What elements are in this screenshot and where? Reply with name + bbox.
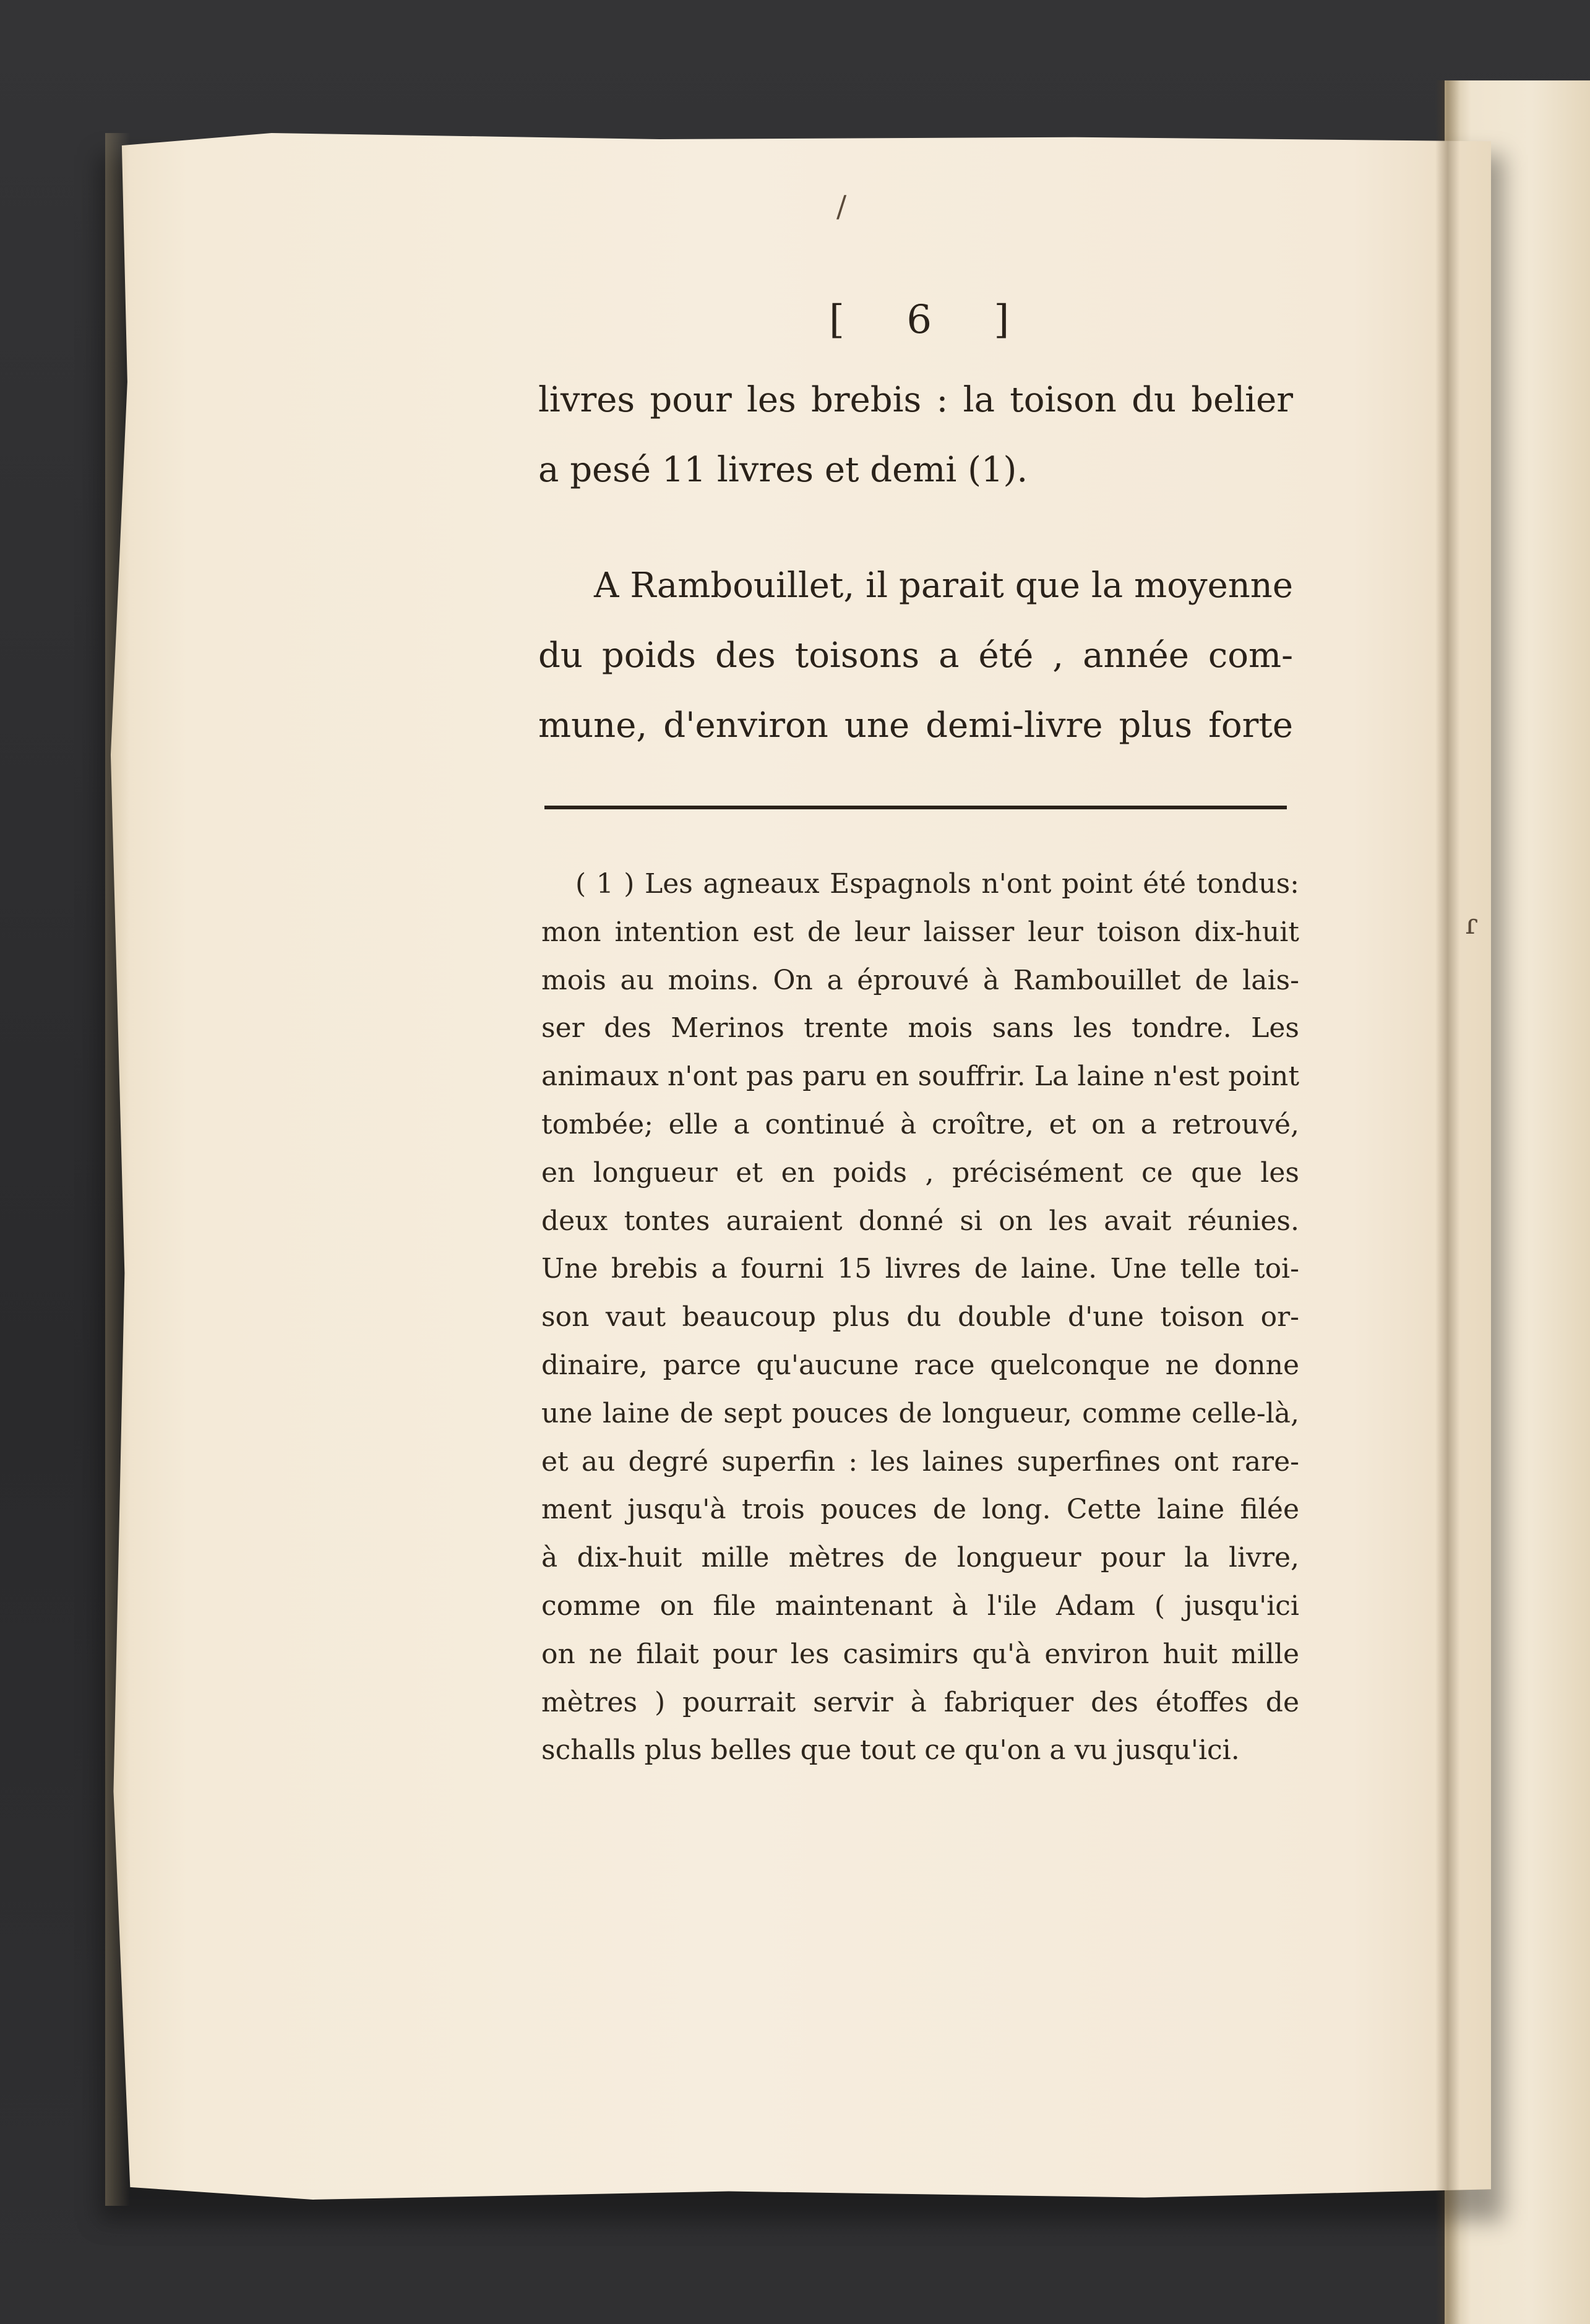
footnote-line: ( 1 ) Les agneaux Espagnols n'ont point été tondus:	[575, 868, 1299, 900]
footnote-line: ment jusqu'à trois pouces de long. Cette laine filée	[541, 1494, 1299, 1526]
ink-mark-top: /	[836, 189, 847, 224]
footnote-line: deux tontes auraient donné si on les avait réunies.	[541, 1205, 1299, 1237]
footnote-line: on ne filait pour les casimirs qu'à environ huit mille	[541, 1638, 1299, 1670]
footnote-line: comme on file maintenant à l'ile Adam ( jusqu'ici	[541, 1590, 1299, 1622]
footnote-rule	[544, 806, 1287, 809]
footnote-line: Une brebis a fourni 15 livres de laine. Une telle toi-	[541, 1253, 1299, 1285]
text-line: du poids des toisons a été , année com-	[538, 635, 1293, 676]
text-line: mune, d'environ une demi-livre plus forte	[538, 705, 1293, 746]
footnote	[541, 860, 1299, 1775]
gutter-shadow	[1435, 80, 1460, 2324]
footnote-line: mètres ) pourrait servir à fabriquer des étoffes de	[541, 1686, 1299, 1718]
footnote-line: tombée; elle a continué à croître, et on a retrouvé,	[541, 1108, 1299, 1140]
text-line: A Rambouillet, il parait que la moyenne	[594, 566, 1293, 606]
footnote-line: une laine de sept pouces de longueur, comme celle-là,	[541, 1397, 1299, 1429]
footnote-line: à dix-huit mille mètres de longueur pour la livre,	[541, 1542, 1299, 1574]
footnote-line: mois au moins. On a éprouvé à Rambouillet de lais-	[541, 964, 1299, 996]
footnote-line: et au degré superfin : les laines superfines ont rare-	[541, 1445, 1299, 1478]
page-left-edge	[105, 133, 130, 2206]
footnote-line: schalls plus belles que tout ce qu'on a vu jusqu'ici.	[541, 1734, 1240, 1767]
text-line: livres pour les brebis : la toison du belier	[538, 380, 1293, 420]
paragraph-1	[538, 365, 1293, 505]
footnote-line: ser des Merinos trente mois sans les tondre. Les	[541, 1012, 1299, 1044]
footnote-line: dinaire, parce qu'aucune race quelconque ne donne	[541, 1349, 1299, 1381]
footnote-line: animaux n'ont pas paru en souffrir. La laine n'est point	[541, 1061, 1299, 1093]
footnote-line: son vaut beaucoup plus du double d'une toison or-	[541, 1301, 1299, 1333]
text-line: a pesé 11 livres et demi (1).	[538, 450, 1028, 490]
ink-mark-right: ɾ	[1465, 907, 1478, 940]
paragraph-2	[538, 551, 1293, 760]
footnote-line: mon intention est de leur laisser leur toison dix-huit	[541, 916, 1299, 948]
footnote-line: en longueur et en poids , précisément ce que les	[541, 1156, 1299, 1189]
page-number: [ 6 ]	[829, 297, 1034, 343]
